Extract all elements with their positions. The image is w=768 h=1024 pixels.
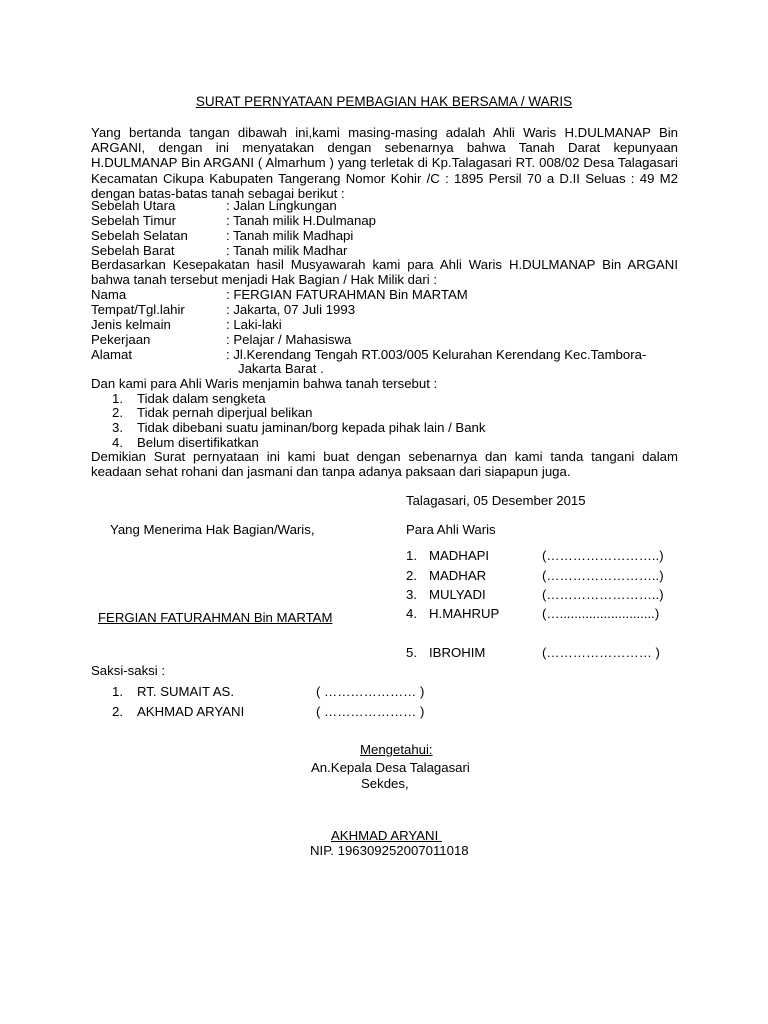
list-item: Tidak pernah diperjual belikan xyxy=(137,405,313,420)
receiver-label: Yang Menerima Hak Bagian/Waris, xyxy=(110,522,315,537)
recipient-value: : Jl.Kerendang Tengah RT.003/005 Kelurahan Kerendang Kec.Tambora- xyxy=(226,347,647,362)
list-number: 2. xyxy=(112,704,123,719)
recipient-value-continued: Jakarta Barat . xyxy=(238,361,324,376)
border-value: : Tanah milik Madhar xyxy=(226,243,348,258)
signature-line: (……………………..) xyxy=(542,587,664,602)
official-nip: NIP. 196309252007011018 xyxy=(310,843,469,858)
list-number: 4. xyxy=(112,435,123,450)
recipient-label: Pekerjaan xyxy=(91,332,151,347)
list-number: 2. xyxy=(112,405,123,420)
border-label: Sebelah Selatan xyxy=(91,228,188,243)
heir-name: IBROHIM xyxy=(429,645,486,660)
list-item: Tidak dalam sengketa xyxy=(137,391,266,406)
border-value: : Jalan Lingkungan xyxy=(226,198,337,213)
signature-line: ( ………………… ) xyxy=(316,704,425,719)
recipient-label: Nama xyxy=(91,287,127,302)
list-item: Belum disertifikatkan xyxy=(137,435,259,450)
receiver-name: FERGIAN FATURAHMAN Bin MARTAM xyxy=(98,610,333,625)
signature-line: (……………………..) xyxy=(542,548,664,563)
official-name: AKHMAD ARYANI xyxy=(331,828,442,843)
signature-line: (…..........................) xyxy=(542,606,660,621)
recipient-value: : FERGIAN FATURAHMAN Bin MARTAM xyxy=(226,287,468,302)
list-number: 1. xyxy=(406,548,417,563)
list-number: 3. xyxy=(112,420,123,435)
place-date: Talagasari, 05 Desember 2015 xyxy=(406,493,586,508)
recipient-label: Tempat/Tgl.lahir xyxy=(91,302,185,317)
heir-name: MADHAR xyxy=(429,568,487,583)
witness-name: RT. SUMAIT AS. xyxy=(137,684,234,699)
heir-name: MADHAPI xyxy=(429,548,490,563)
witness-label: Saksi-saksi : xyxy=(91,663,166,678)
witness-name: AKHMAD ARYANI xyxy=(137,704,245,719)
recipient-label: Alamat xyxy=(91,347,133,362)
known-office: An.Kepala Desa Talagasari xyxy=(311,760,470,775)
recipient-value: : Laki-laki xyxy=(226,317,282,332)
intro-paragraph: Yang bertanda tangan dibawah ini,kami masing-masing adalah Ahli Waris H.DULMANAP Bin ARGANI, dengan ini menyatakan dengan sebenarnya bahwa Tanah Darat kepunyaan H.DULMANAP Bin ARGANI ( Almarhum ) yang terletak di Kp.Talagasari RT. 008/02 Desa Talagasari Kecamatan Cikupa Kabupaten Tangerang Nomor Kohir /C : 1895 Persil 70 a D.II Seluas : 49 M2 dengan batas-batas tanah sebagai berikut : xyxy=(91,125,678,201)
list-number: 3. xyxy=(406,587,417,602)
recipient-value: : Pelajar / Mahasiswa xyxy=(226,332,352,347)
border-label: Sebelah Utara xyxy=(91,198,176,213)
document-title: SURAT PERNYATAAN PEMBAGIAN HAK BERSAMA / WARIS xyxy=(195,94,573,109)
closing-paragraph: Demikian Surat pernyataan ini kami buat dengan sebenarnya dan kami tanda tangani dalam keadaan sehat rohani dan jasmani dan tanpa adanya paksaan dari siapapun juga. xyxy=(91,449,678,480)
list-number: 4. xyxy=(406,606,417,621)
list-item: Tidak dibebani suatu jaminan/borg kepada pihak lain / Bank xyxy=(137,420,486,435)
list-number: 1. xyxy=(112,684,123,699)
list-number: 2. xyxy=(406,568,417,583)
heirs-label: Para Ahli Waris xyxy=(406,522,496,537)
recipient-value: : Jakarta, 07 Juli 1993 xyxy=(226,302,356,317)
guarantee-intro: Dan kami para Ahli Waris menjamin bahwa tanah tersebut : xyxy=(91,376,438,391)
border-value: : Tanah milik Madhapi xyxy=(226,228,354,243)
agreement-paragraph: Berdasarkan Kesepakatan hasil Musyawarah kami para Ahli Waris H.DULMANAP Bin ARGANI bahwa tanah tersebut menjadi Hak Bagian / Hak Milik dari : xyxy=(91,257,678,288)
signature-line: (…………………… ) xyxy=(542,645,660,660)
border-value: : Tanah milik H.Dulmanap xyxy=(226,213,377,228)
border-label: Sebelah Timur xyxy=(91,213,177,228)
recipient-label: Jenis kelmain xyxy=(91,317,171,332)
heir-name: H.MAHRUP xyxy=(429,606,500,621)
list-number: 5. xyxy=(406,645,417,660)
border-label: Sebelah Barat xyxy=(91,243,175,258)
known-label: Mengetahui: xyxy=(360,742,433,757)
known-role: Sekdes, xyxy=(361,776,409,791)
signature-line: ( ………………… ) xyxy=(316,684,425,699)
list-number: 1. xyxy=(112,391,123,406)
signature-line: (……………………..) xyxy=(542,568,664,583)
heir-name: MULYADI xyxy=(429,587,486,602)
